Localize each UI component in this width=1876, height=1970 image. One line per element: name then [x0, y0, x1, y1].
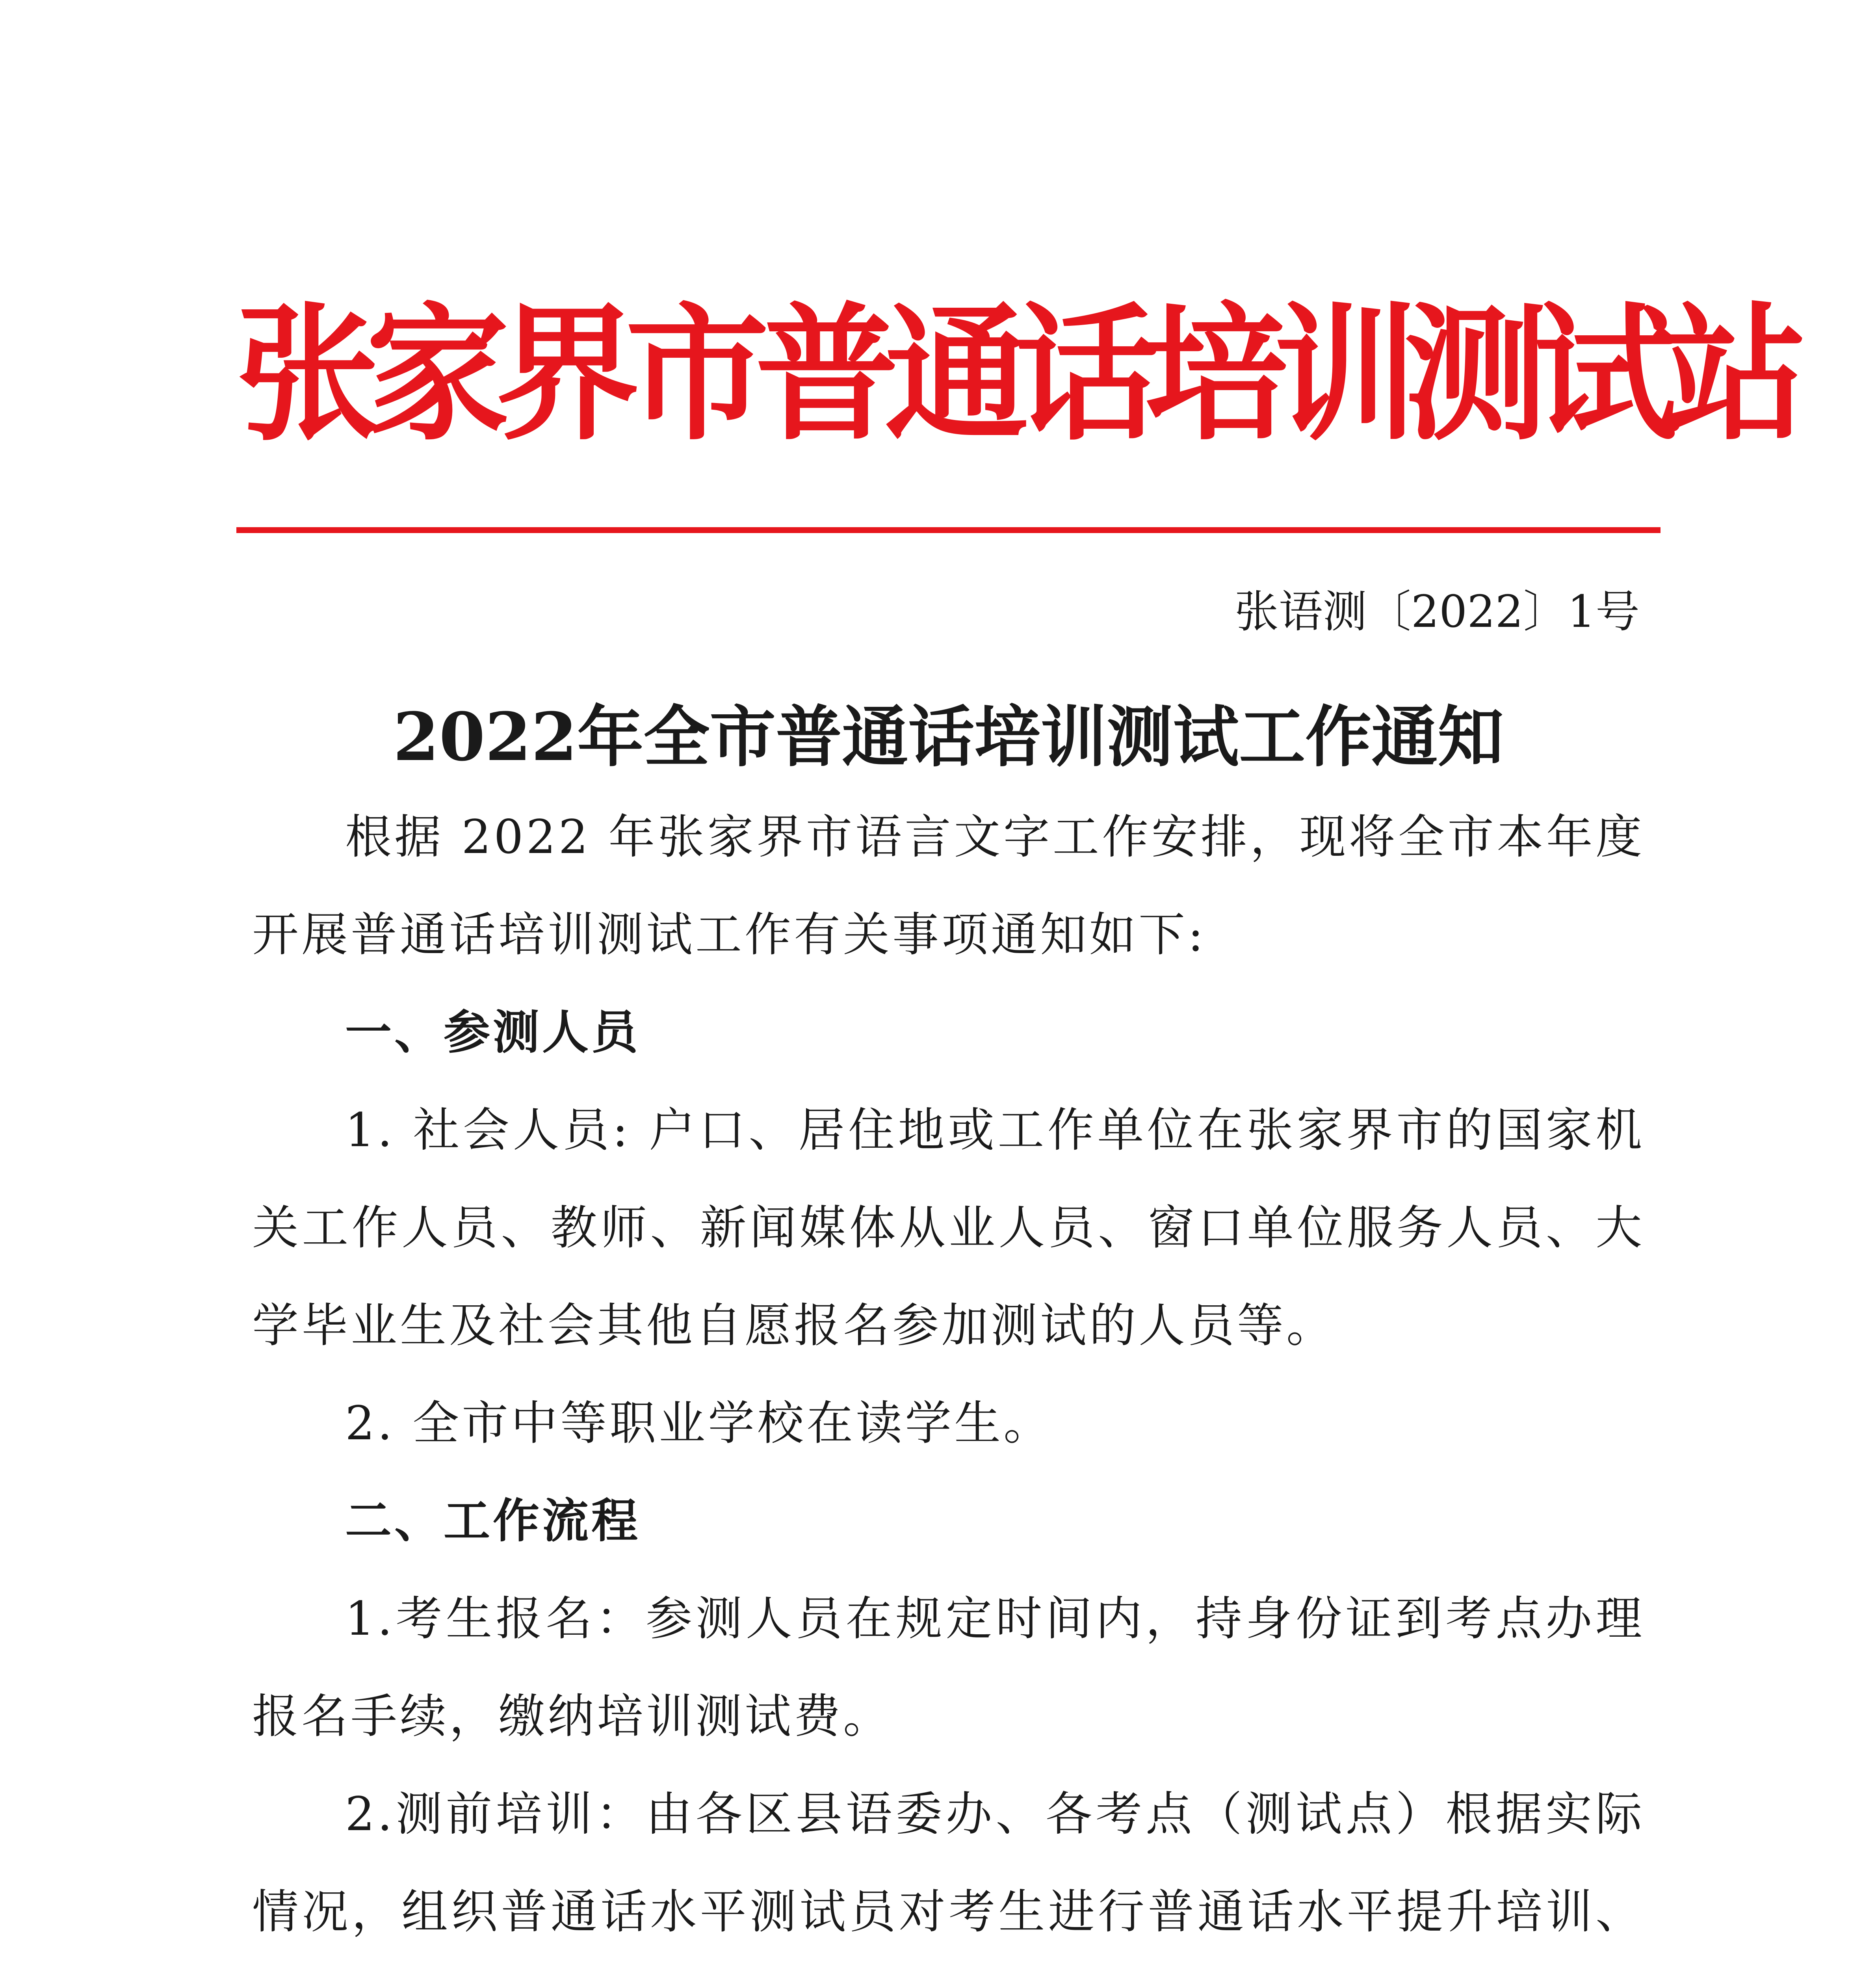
document-number: 张语测〔2022〕1号: [1234, 586, 1640, 637]
participants-item-2: 2. 全市中等职业学校在读学生。: [345, 1396, 1053, 1450]
document-body: [252, 788, 1645, 1970]
section-heading-participants: 一、参测人员: [345, 1005, 641, 1059]
letterhead-red-rule: [236, 527, 1661, 533]
workflow-item-1: 1.考生报名：参测人员在规定时间内，持身份证到考点办理报名手续，缴纳培训测试费。: [252, 1591, 1645, 1743]
document-title: 2022年全市普通话培训测试工作通知: [393, 698, 1504, 776]
section-heading-workflow: 二、工作流程: [345, 1494, 641, 1548]
workflow-item-2: 2.测前培训：由各区县语委办、各考点（测试点）根据实际情况，组织普通话水平测试员对考生进行普通话水平提升培训、: [252, 1787, 1645, 1939]
letterhead-title: 张家界市普通话培训测试站: [236, 288, 1793, 460]
participants-item-1: 1. 社会人员: 户口、居住地或工作单位在张家界市的国家机关工作人员、教师、新闻媒体从业人员、窗口单位服务人员、大学毕业生及社会其他自愿报名参加测试的人员等。: [252, 1103, 1645, 1353]
intro-paragraph: 根据 2022 年张家界市语言文字工作安排，现将全市本年度开展普通话培训测试工作有关事项通知如下:: [252, 810, 1645, 962]
